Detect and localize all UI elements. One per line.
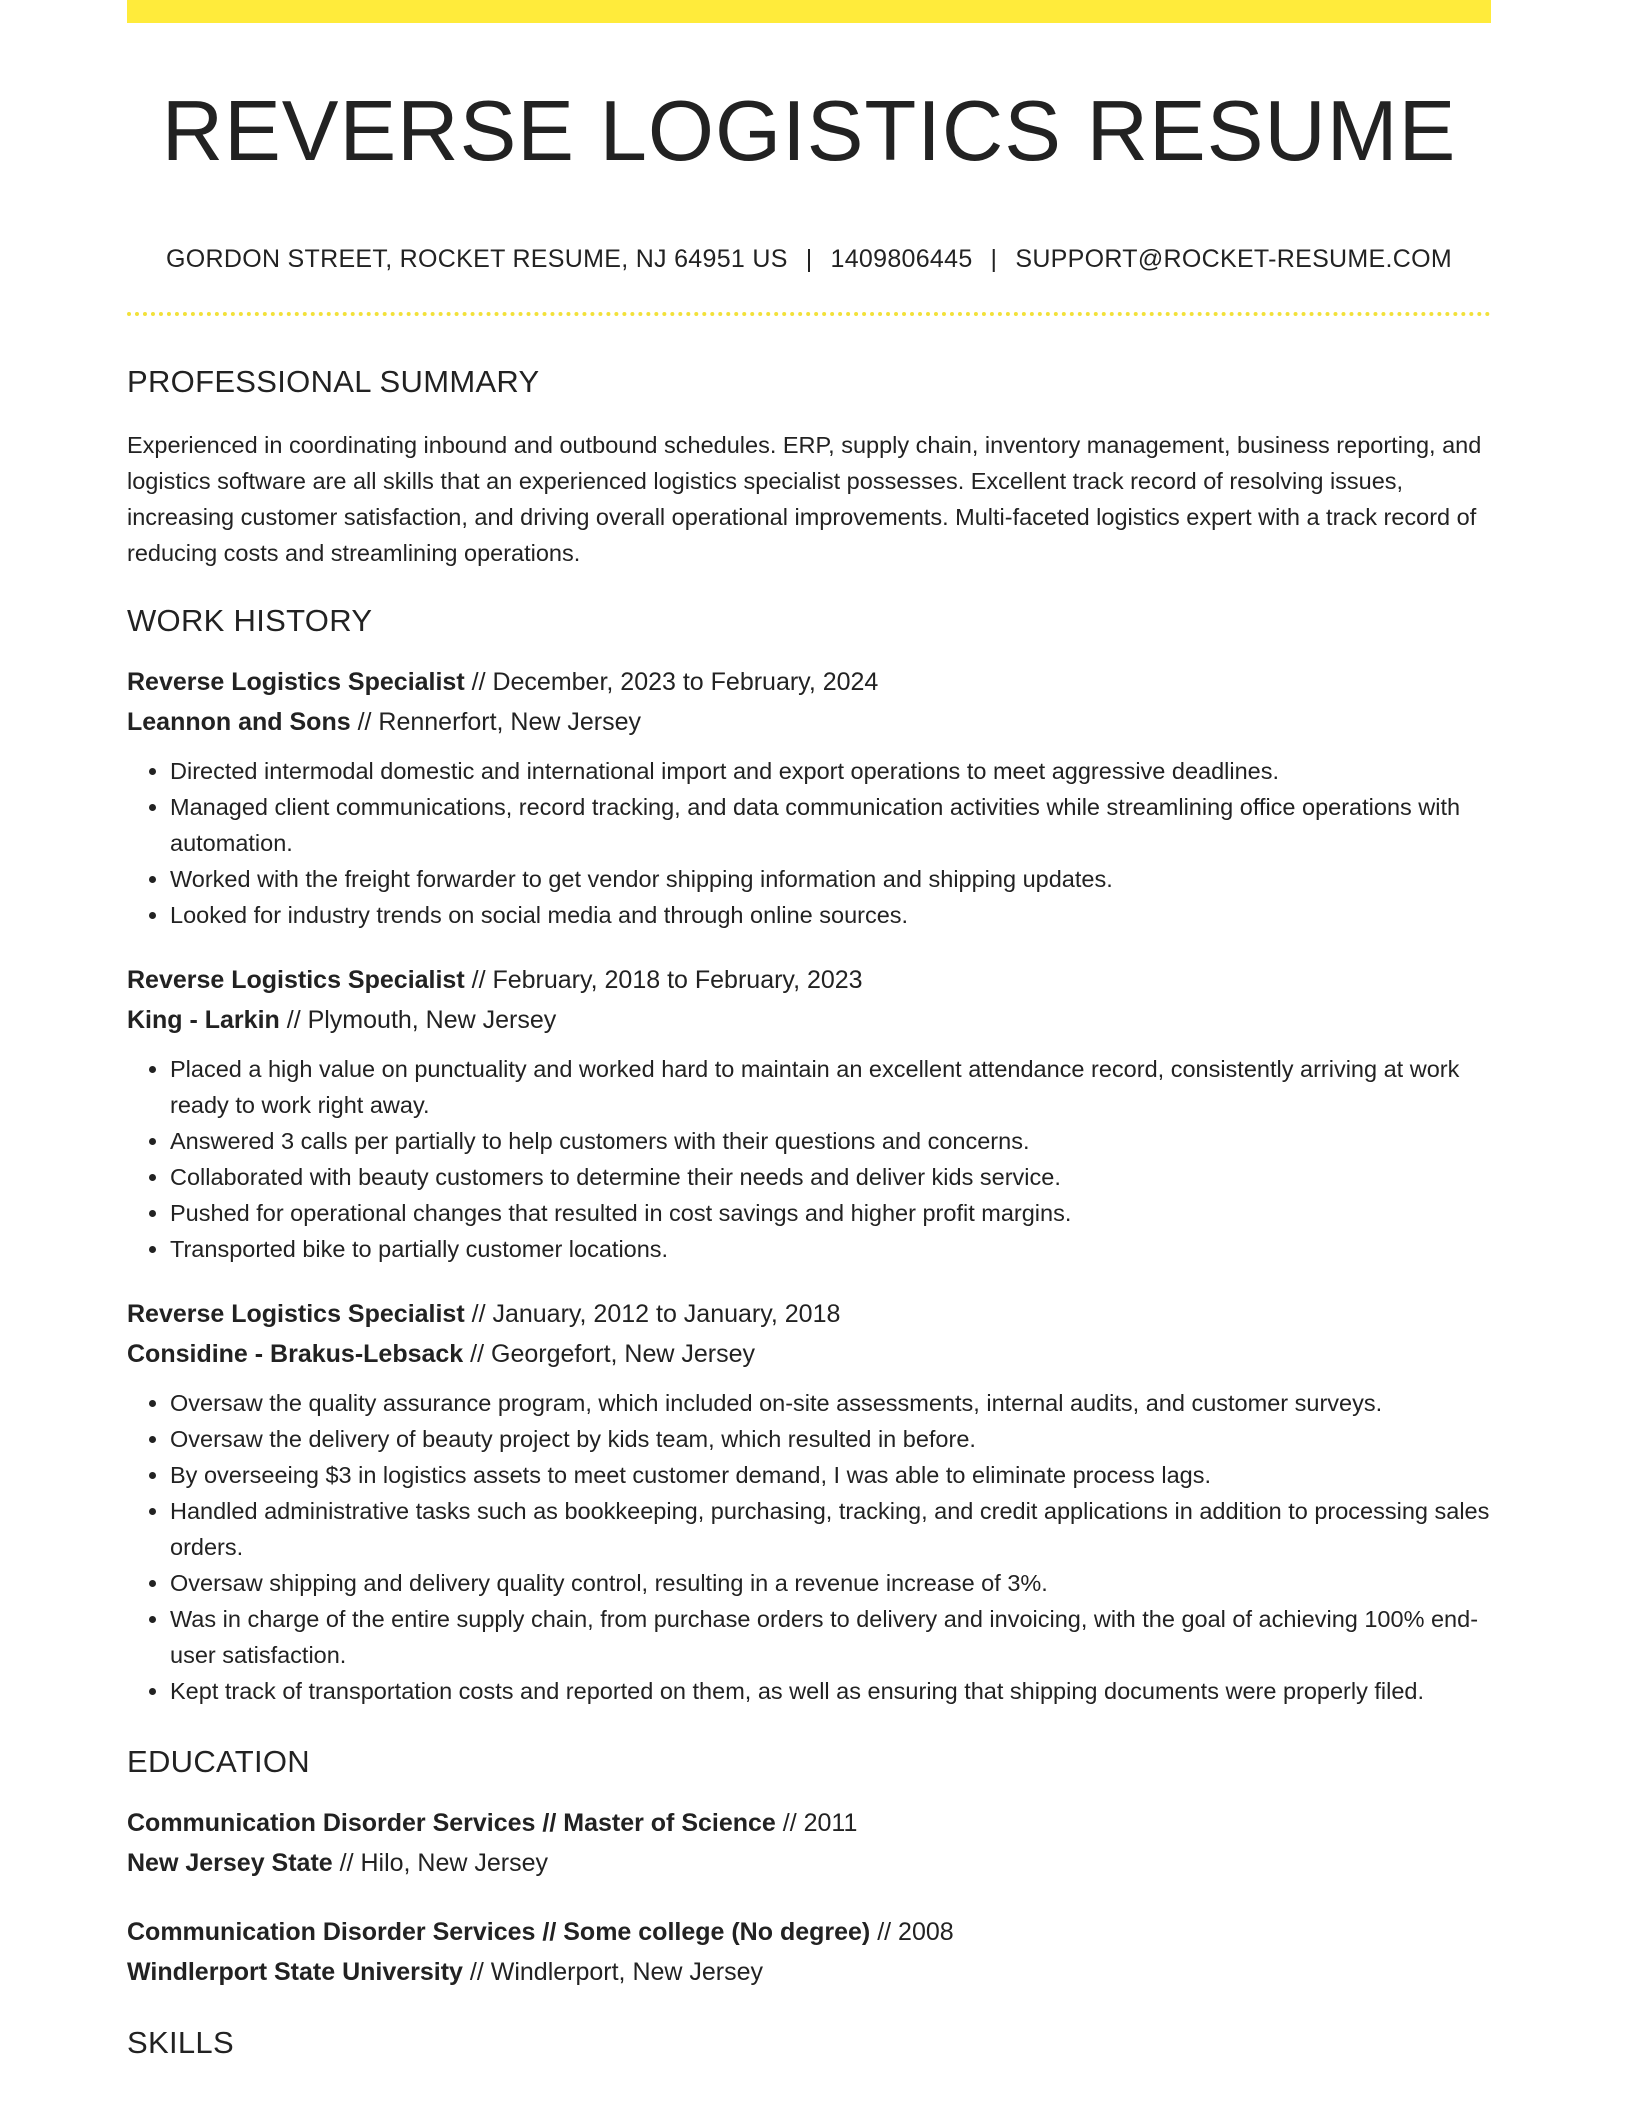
contact-separator: | xyxy=(990,244,998,273)
job-bullet: • Directed intermodal domestic and international import and export operations to meet aggressive deadlines. xyxy=(170,753,1491,789)
job-role-line xyxy=(127,960,1491,1000)
education-location: // Windlerport, New Jersey xyxy=(462,1957,764,1986)
job-location: // Georgefort, New Jersey xyxy=(463,1339,755,1368)
job-bullet: • Oversaw the delivery of beauty project by kids team, which resulted in before. xyxy=(170,1421,1491,1457)
job-entry xyxy=(127,1294,1491,1709)
education-location: // Hilo, New Jersey xyxy=(332,1848,549,1877)
job-bullets xyxy=(127,753,1491,933)
education-school: New Jersey State xyxy=(127,1848,333,1877)
job-bullet: • Transported bike to partially customer locations. xyxy=(170,1231,1491,1267)
education-degree-line xyxy=(127,1912,1491,1952)
section-title-skills: SKILLS xyxy=(127,2024,234,2060)
job-bullet: • Placed a high value on punctuality and worked hard to maintain an excellent attendance record, consistently arriving at work ready to work right away. xyxy=(170,1051,1491,1123)
section-title-summary: PROFESSIONAL SUMMARY xyxy=(127,363,540,399)
job-bullet: • Was in charge of the entire supply chain, from purchase orders to delivery and invoicing, with the goal of achieving 100% end-user satisfaction. xyxy=(170,1601,1491,1673)
job-location: // Plymouth, New Jersey xyxy=(279,1005,557,1034)
education-year: // 2011 xyxy=(775,1808,858,1837)
job-role: Reverse Logistics Specialist xyxy=(127,965,465,994)
job-bullet: • Collaborated with beauty customers to determine their needs and deliver kids service. xyxy=(170,1159,1491,1195)
resume-title: REVERSE LOGISTICS RESUME xyxy=(161,84,1457,179)
job-bullets xyxy=(127,1051,1491,1267)
contact-phone: 1409806445 xyxy=(830,244,973,273)
contact-address: GORDON STREET, ROCKET RESUME, NJ 64951 US xyxy=(166,244,788,273)
education-degree: Communication Disorder Services // Master of Science xyxy=(127,1808,776,1837)
job-role-line xyxy=(127,662,1491,702)
contact-email: SUPPORT@ROCKET-RESUME.COM xyxy=(1015,244,1452,273)
job-dates: // December, 2023 to February, 2024 xyxy=(464,667,879,696)
job-company-line xyxy=(127,1334,1491,1374)
section-title-work-history: WORK HISTORY xyxy=(127,602,373,638)
education-entry xyxy=(127,1912,1491,1992)
job-company: King - Larkin xyxy=(127,1005,280,1034)
dotted-divider xyxy=(127,312,1491,316)
contact-separator: | xyxy=(805,244,813,273)
job-role: Reverse Logistics Specialist xyxy=(127,1299,465,1328)
job-bullet: • By overseeing $3 in logistics assets to meet customer demand, I was able to eliminate process lags. xyxy=(170,1457,1491,1493)
education-school: Windlerport State University xyxy=(127,1957,463,1986)
job-entry xyxy=(127,662,1491,933)
education-year: // 2008 xyxy=(870,1917,954,1946)
job-bullet: • Pushed for operational changes that resulted in cost savings and higher profit margins. xyxy=(170,1195,1491,1231)
job-bullet: • Worked with the freight forwarder to get vendor shipping information and shipping updates. xyxy=(170,861,1491,897)
job-location: // Rennerfort, New Jersey xyxy=(350,707,642,736)
job-dates: // February, 2018 to February, 2023 xyxy=(464,965,863,994)
education-degree-line xyxy=(127,1803,1491,1843)
job-bullet: • Looked for industry trends on social media and through online sources. xyxy=(170,897,1491,933)
job-company-line xyxy=(127,702,1491,742)
job-bullet: • Oversaw shipping and delivery quality control, resulting in a revenue increase of 3%. xyxy=(170,1565,1491,1601)
resume-page xyxy=(127,0,1491,2058)
accent-top-bar xyxy=(127,0,1491,23)
summary-text: Experienced in coordinating inbound and outbound schedules. ERP, supply chain, inventory management, business reporting, and logistics software are all skills that an experienced logistics specialist possesses. Excellent track record of resolving issues, increasing customer satisfaction, and driving overall operational improvements. Multi-faceted logistics expert with a track record of reducing costs and streamlining operations. xyxy=(127,431,1482,566)
job-bullets xyxy=(127,1385,1491,1709)
job-bullet: • Managed client communications, record tracking, and data communication activities while streamlining office operations with automation. xyxy=(170,789,1491,861)
job-company: Considine - Brakus-Lebsack xyxy=(127,1339,464,1368)
job-bullet: • Oversaw the quality assurance program, which included on-site assessments, internal audits, and customer surveys. xyxy=(170,1385,1491,1421)
contact-line xyxy=(127,244,1491,273)
education-school-line xyxy=(127,1952,1491,1992)
education-entry xyxy=(127,1803,1491,1883)
job-company: Leannon and Sons xyxy=(127,707,351,736)
job-bullet: • Handled administrative tasks such as bookkeeping, purchasing, tracking, and credit applications in addition to processing sales orders. xyxy=(170,1493,1491,1565)
job-role: Reverse Logistics Specialist xyxy=(127,667,465,696)
education-school-line xyxy=(127,1843,1491,1883)
job-bullet: • Kept track of transportation costs and reported on them, as well as ensuring that shipping documents were properly filed. xyxy=(170,1673,1491,1709)
job-company-line xyxy=(127,1000,1491,1040)
job-role-line xyxy=(127,1294,1491,1334)
education-degree: Communication Disorder Services // Some college (No degree) xyxy=(127,1917,871,1946)
job-entry xyxy=(127,960,1491,1267)
job-dates: // January, 2012 to January, 2018 xyxy=(464,1299,841,1328)
job-bullet: • Answered 3 calls per partially to help customers with their questions and concerns. xyxy=(170,1123,1491,1159)
section-title-education: EDUCATION xyxy=(127,1743,310,1779)
